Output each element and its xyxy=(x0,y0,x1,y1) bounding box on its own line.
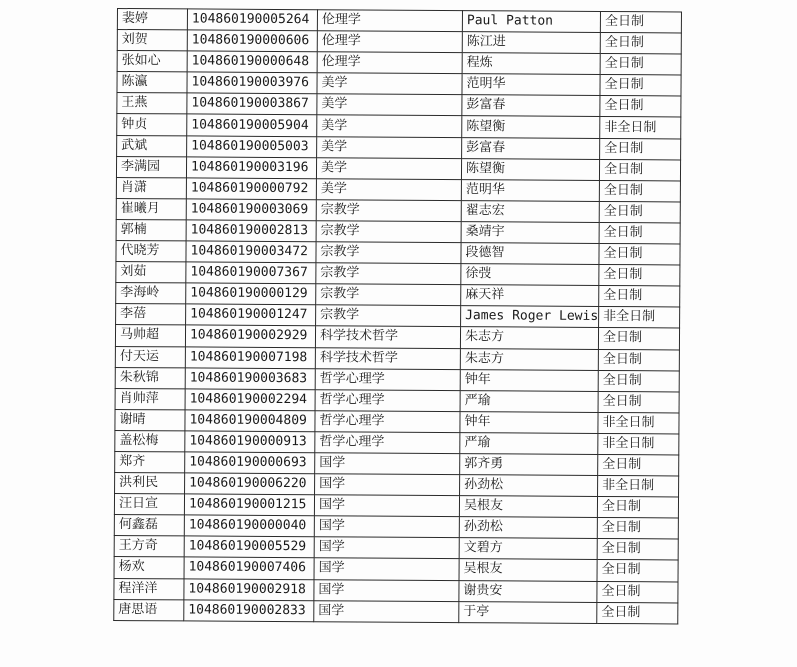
study-mode-cell: 全日制 xyxy=(598,454,679,476)
advisor-cell: 文碧方 xyxy=(459,538,597,560)
major-cell: 宗教学 xyxy=(316,221,461,243)
student-name-cell: 肖潇 xyxy=(116,177,186,199)
advisor-cell: James Roger Lewis xyxy=(461,306,599,328)
advisor-cell: 徐弢 xyxy=(461,264,599,286)
student-name-cell: 朱秋锦 xyxy=(115,367,185,389)
major-cell: 美学 xyxy=(317,94,462,116)
student-name-cell: 何鑫磊 xyxy=(114,515,184,537)
major-cell: 国学 xyxy=(314,558,459,580)
student-name-cell: 王方奇 xyxy=(114,536,184,558)
advisor-cell: 陈望衡 xyxy=(462,116,600,138)
major-cell: 哲学心理学 xyxy=(315,389,460,411)
exam-number-cell: 104860190007406 xyxy=(184,557,314,579)
major-cell: 美学 xyxy=(317,115,462,137)
study-mode-cell: 全日制 xyxy=(597,518,678,540)
student-name-cell: 马帅超 xyxy=(115,325,185,347)
advisor-cell: 段德智 xyxy=(461,243,599,265)
table-row xyxy=(114,557,678,582)
student-name-cell: 汪日宣 xyxy=(114,494,184,516)
table-row xyxy=(117,51,681,76)
exam-number-cell: 104860190000648 xyxy=(187,51,317,73)
study-mode-cell: 全日制 xyxy=(600,138,681,160)
advisor-cell: 程炼 xyxy=(462,53,600,75)
table-row xyxy=(116,262,680,287)
study-mode-cell: 非全日制 xyxy=(600,117,681,139)
table-row xyxy=(115,325,679,350)
student-name-cell: 郭楠 xyxy=(116,219,186,241)
major-cell: 美学 xyxy=(316,178,461,200)
major-cell: 宗教学 xyxy=(316,242,461,264)
major-cell: 国学 xyxy=(314,600,459,622)
admission-roster-table xyxy=(113,8,682,624)
major-cell: 哲学心理学 xyxy=(315,432,460,454)
table-row xyxy=(117,93,681,118)
study-mode-cell: 全日制 xyxy=(597,581,678,603)
exam-number-cell: 104860190003196 xyxy=(186,157,316,179)
major-cell: 哲学心理学 xyxy=(315,368,460,390)
student-name-cell: 武斌 xyxy=(117,135,187,157)
advisor-cell: 严瑜 xyxy=(460,432,598,454)
advisor-cell: 钟年 xyxy=(460,369,598,391)
exam-number-cell: 104860190002833 xyxy=(184,600,314,622)
advisor-cell: 陈江进 xyxy=(462,32,600,54)
table-row xyxy=(116,283,680,308)
table-row xyxy=(117,9,681,34)
table-row xyxy=(116,304,680,329)
student-name-cell: 张如心 xyxy=(117,51,187,73)
advisor-cell: Paul Patton xyxy=(462,11,600,33)
major-cell: 科学技术哲学 xyxy=(315,326,460,348)
study-mode-cell: 全日制 xyxy=(600,54,681,76)
table-row xyxy=(114,578,678,603)
study-mode-cell: 全日制 xyxy=(600,159,681,181)
study-mode-cell: 全日制 xyxy=(600,11,681,33)
exam-number-cell: 104860190007198 xyxy=(185,346,315,368)
exam-number-cell: 104860190003069 xyxy=(186,199,316,221)
exam-number-cell: 104860190003472 xyxy=(186,241,316,263)
major-cell: 美学 xyxy=(317,73,462,95)
exam-number-cell: 104860190002813 xyxy=(186,220,316,242)
study-mode-cell: 全日制 xyxy=(599,201,680,223)
table-row xyxy=(117,72,681,97)
student-name-cell: 唐思语 xyxy=(114,599,184,621)
table-row xyxy=(115,473,679,498)
study-mode-cell: 全日制 xyxy=(599,222,680,244)
student-name-cell: 李海岭 xyxy=(116,283,186,305)
student-name-cell: 杨欢 xyxy=(114,557,184,579)
table-row xyxy=(116,219,680,244)
study-mode-cell: 非全日制 xyxy=(599,307,680,329)
exam-number-cell: 104860190006220 xyxy=(185,473,315,495)
table-row xyxy=(115,409,679,434)
exam-number-cell: 104860190002918 xyxy=(184,578,314,600)
student-name-cell: 郑齐 xyxy=(115,451,185,473)
advisor-cell: 钟年 xyxy=(460,411,598,433)
student-name-cell: 谢晴 xyxy=(115,409,185,431)
major-cell: 宗教学 xyxy=(316,263,461,285)
advisor-cell: 彭富春 xyxy=(462,95,600,117)
major-cell: 国学 xyxy=(315,474,460,496)
major-cell: 哲学心理学 xyxy=(315,410,460,432)
student-name-cell: 裴婷 xyxy=(117,9,187,31)
table-row xyxy=(114,599,678,624)
study-mode-cell: 全日制 xyxy=(600,96,681,118)
major-cell: 国学 xyxy=(314,579,459,601)
major-cell: 国学 xyxy=(314,495,459,517)
advisor-cell: 麻天祥 xyxy=(461,285,599,307)
student-name-cell: 钟贞 xyxy=(117,114,187,136)
advisor-cell: 吴根友 xyxy=(459,496,597,518)
study-mode-cell: 全日制 xyxy=(597,497,678,519)
student-name-cell: 肖帅萍 xyxy=(115,388,185,410)
major-cell: 宗教学 xyxy=(316,305,461,327)
table-row xyxy=(116,177,680,202)
student-name-cell: 洪利民 xyxy=(115,473,185,495)
advisor-cell: 郭齐勇 xyxy=(460,454,598,476)
exam-number-cell: 104860190000606 xyxy=(187,30,317,52)
student-name-cell: 李满园 xyxy=(116,156,186,178)
advisor-cell: 陈望衡 xyxy=(461,158,599,180)
table-row xyxy=(116,241,680,266)
study-mode-cell: 全日制 xyxy=(597,602,678,624)
major-cell: 科学技术哲学 xyxy=(315,347,460,369)
table-row xyxy=(115,367,679,392)
advisor-cell: 桑靖宇 xyxy=(461,222,599,244)
exam-number-cell: 104860190002929 xyxy=(185,325,315,347)
study-mode-cell: 全日制 xyxy=(597,560,678,582)
study-mode-cell: 全日制 xyxy=(600,75,681,97)
major-cell: 宗教学 xyxy=(316,284,461,306)
table-row xyxy=(114,536,678,561)
major-cell: 宗教学 xyxy=(316,200,461,222)
study-mode-cell: 全日制 xyxy=(600,33,681,55)
advisor-cell: 孙劲松 xyxy=(459,517,597,539)
study-mode-cell: 全日制 xyxy=(598,391,679,413)
table-row xyxy=(115,346,679,371)
exam-number-cell: 104860190000792 xyxy=(186,178,316,200)
major-cell: 国学 xyxy=(314,516,459,538)
major-cell: 伦理学 xyxy=(317,31,462,53)
table-row xyxy=(115,388,679,413)
exam-number-cell: 104860190003976 xyxy=(187,72,317,94)
table-row xyxy=(114,494,678,519)
exam-number-cell: 104860190000913 xyxy=(185,431,315,453)
advisor-cell: 谢贵安 xyxy=(459,580,597,602)
table-row xyxy=(116,198,680,223)
study-mode-cell: 全日制 xyxy=(599,265,680,287)
exam-number-cell: 104860190005264 xyxy=(187,9,317,31)
advisor-cell: 吴根友 xyxy=(459,559,597,581)
exam-number-cell: 104860190007367 xyxy=(186,262,316,284)
study-mode-cell: 全日制 xyxy=(598,349,679,371)
study-mode-cell: 全日制 xyxy=(599,286,680,308)
table-row xyxy=(114,515,678,540)
table-row xyxy=(115,451,679,476)
exam-number-cell: 104860190001247 xyxy=(186,304,316,326)
table-row xyxy=(116,156,680,181)
table-row xyxy=(117,30,681,55)
table-row xyxy=(115,430,679,455)
exam-number-cell: 104860190005003 xyxy=(187,135,317,157)
student-name-cell: 刘贺 xyxy=(117,30,187,52)
study-mode-cell: 全日制 xyxy=(599,243,680,265)
study-mode-cell: 非全日制 xyxy=(598,412,679,434)
roster-table-body xyxy=(114,9,682,624)
study-mode-cell: 非全日制 xyxy=(598,476,679,498)
advisor-cell: 严瑜 xyxy=(460,390,598,412)
student-name-cell: 程洋洋 xyxy=(114,578,184,600)
student-name-cell: 李蓓 xyxy=(116,304,186,326)
student-name-cell: 刘茹 xyxy=(116,262,186,284)
advisor-cell: 范明华 xyxy=(462,74,600,96)
exam-number-cell: 104860190004809 xyxy=(185,410,315,432)
major-cell: 国学 xyxy=(315,453,460,475)
table-row xyxy=(117,114,681,139)
student-name-cell: 陈瀛 xyxy=(117,72,187,94)
advisor-cell: 范明华 xyxy=(461,179,599,201)
study-mode-cell: 全日制 xyxy=(597,539,678,561)
major-cell: 美学 xyxy=(317,136,462,158)
major-cell: 国学 xyxy=(314,537,459,559)
student-name-cell: 王燕 xyxy=(117,93,187,115)
student-name-cell: 崔曦月 xyxy=(116,198,186,220)
exam-number-cell: 104860190005904 xyxy=(187,114,317,136)
student-name-cell: 代晓芳 xyxy=(116,241,186,263)
advisor-cell: 孙劲松 xyxy=(460,475,598,497)
study-mode-cell: 非全日制 xyxy=(598,433,679,455)
exam-number-cell: 104860190002294 xyxy=(185,389,315,411)
exam-number-cell: 104860190000129 xyxy=(186,283,316,305)
advisor-cell: 朱志方 xyxy=(460,348,598,370)
advisor-cell: 于亭 xyxy=(459,601,597,623)
study-mode-cell: 全日制 xyxy=(598,328,679,350)
exam-number-cell: 104860190003867 xyxy=(187,93,317,115)
student-name-cell: 盖松梅 xyxy=(115,430,185,452)
table-row xyxy=(117,135,681,160)
advisor-cell: 彭富春 xyxy=(462,137,600,159)
study-mode-cell: 全日制 xyxy=(599,180,680,202)
exam-number-cell: 104860190005529 xyxy=(184,536,314,558)
exam-number-cell: 104860190000693 xyxy=(185,452,315,474)
advisor-cell: 朱志方 xyxy=(460,327,598,349)
major-cell: 伦理学 xyxy=(317,10,462,32)
student-name-cell: 付天运 xyxy=(115,346,185,368)
exam-number-cell: 104860190003683 xyxy=(185,368,315,390)
exam-number-cell: 104860190001215 xyxy=(184,494,314,516)
exam-number-cell: 104860190000040 xyxy=(184,515,314,537)
major-cell: 伦理学 xyxy=(317,52,462,74)
major-cell: 美学 xyxy=(316,157,461,179)
advisor-cell: 翟志宏 xyxy=(461,200,599,222)
study-mode-cell: 全日制 xyxy=(598,370,679,392)
